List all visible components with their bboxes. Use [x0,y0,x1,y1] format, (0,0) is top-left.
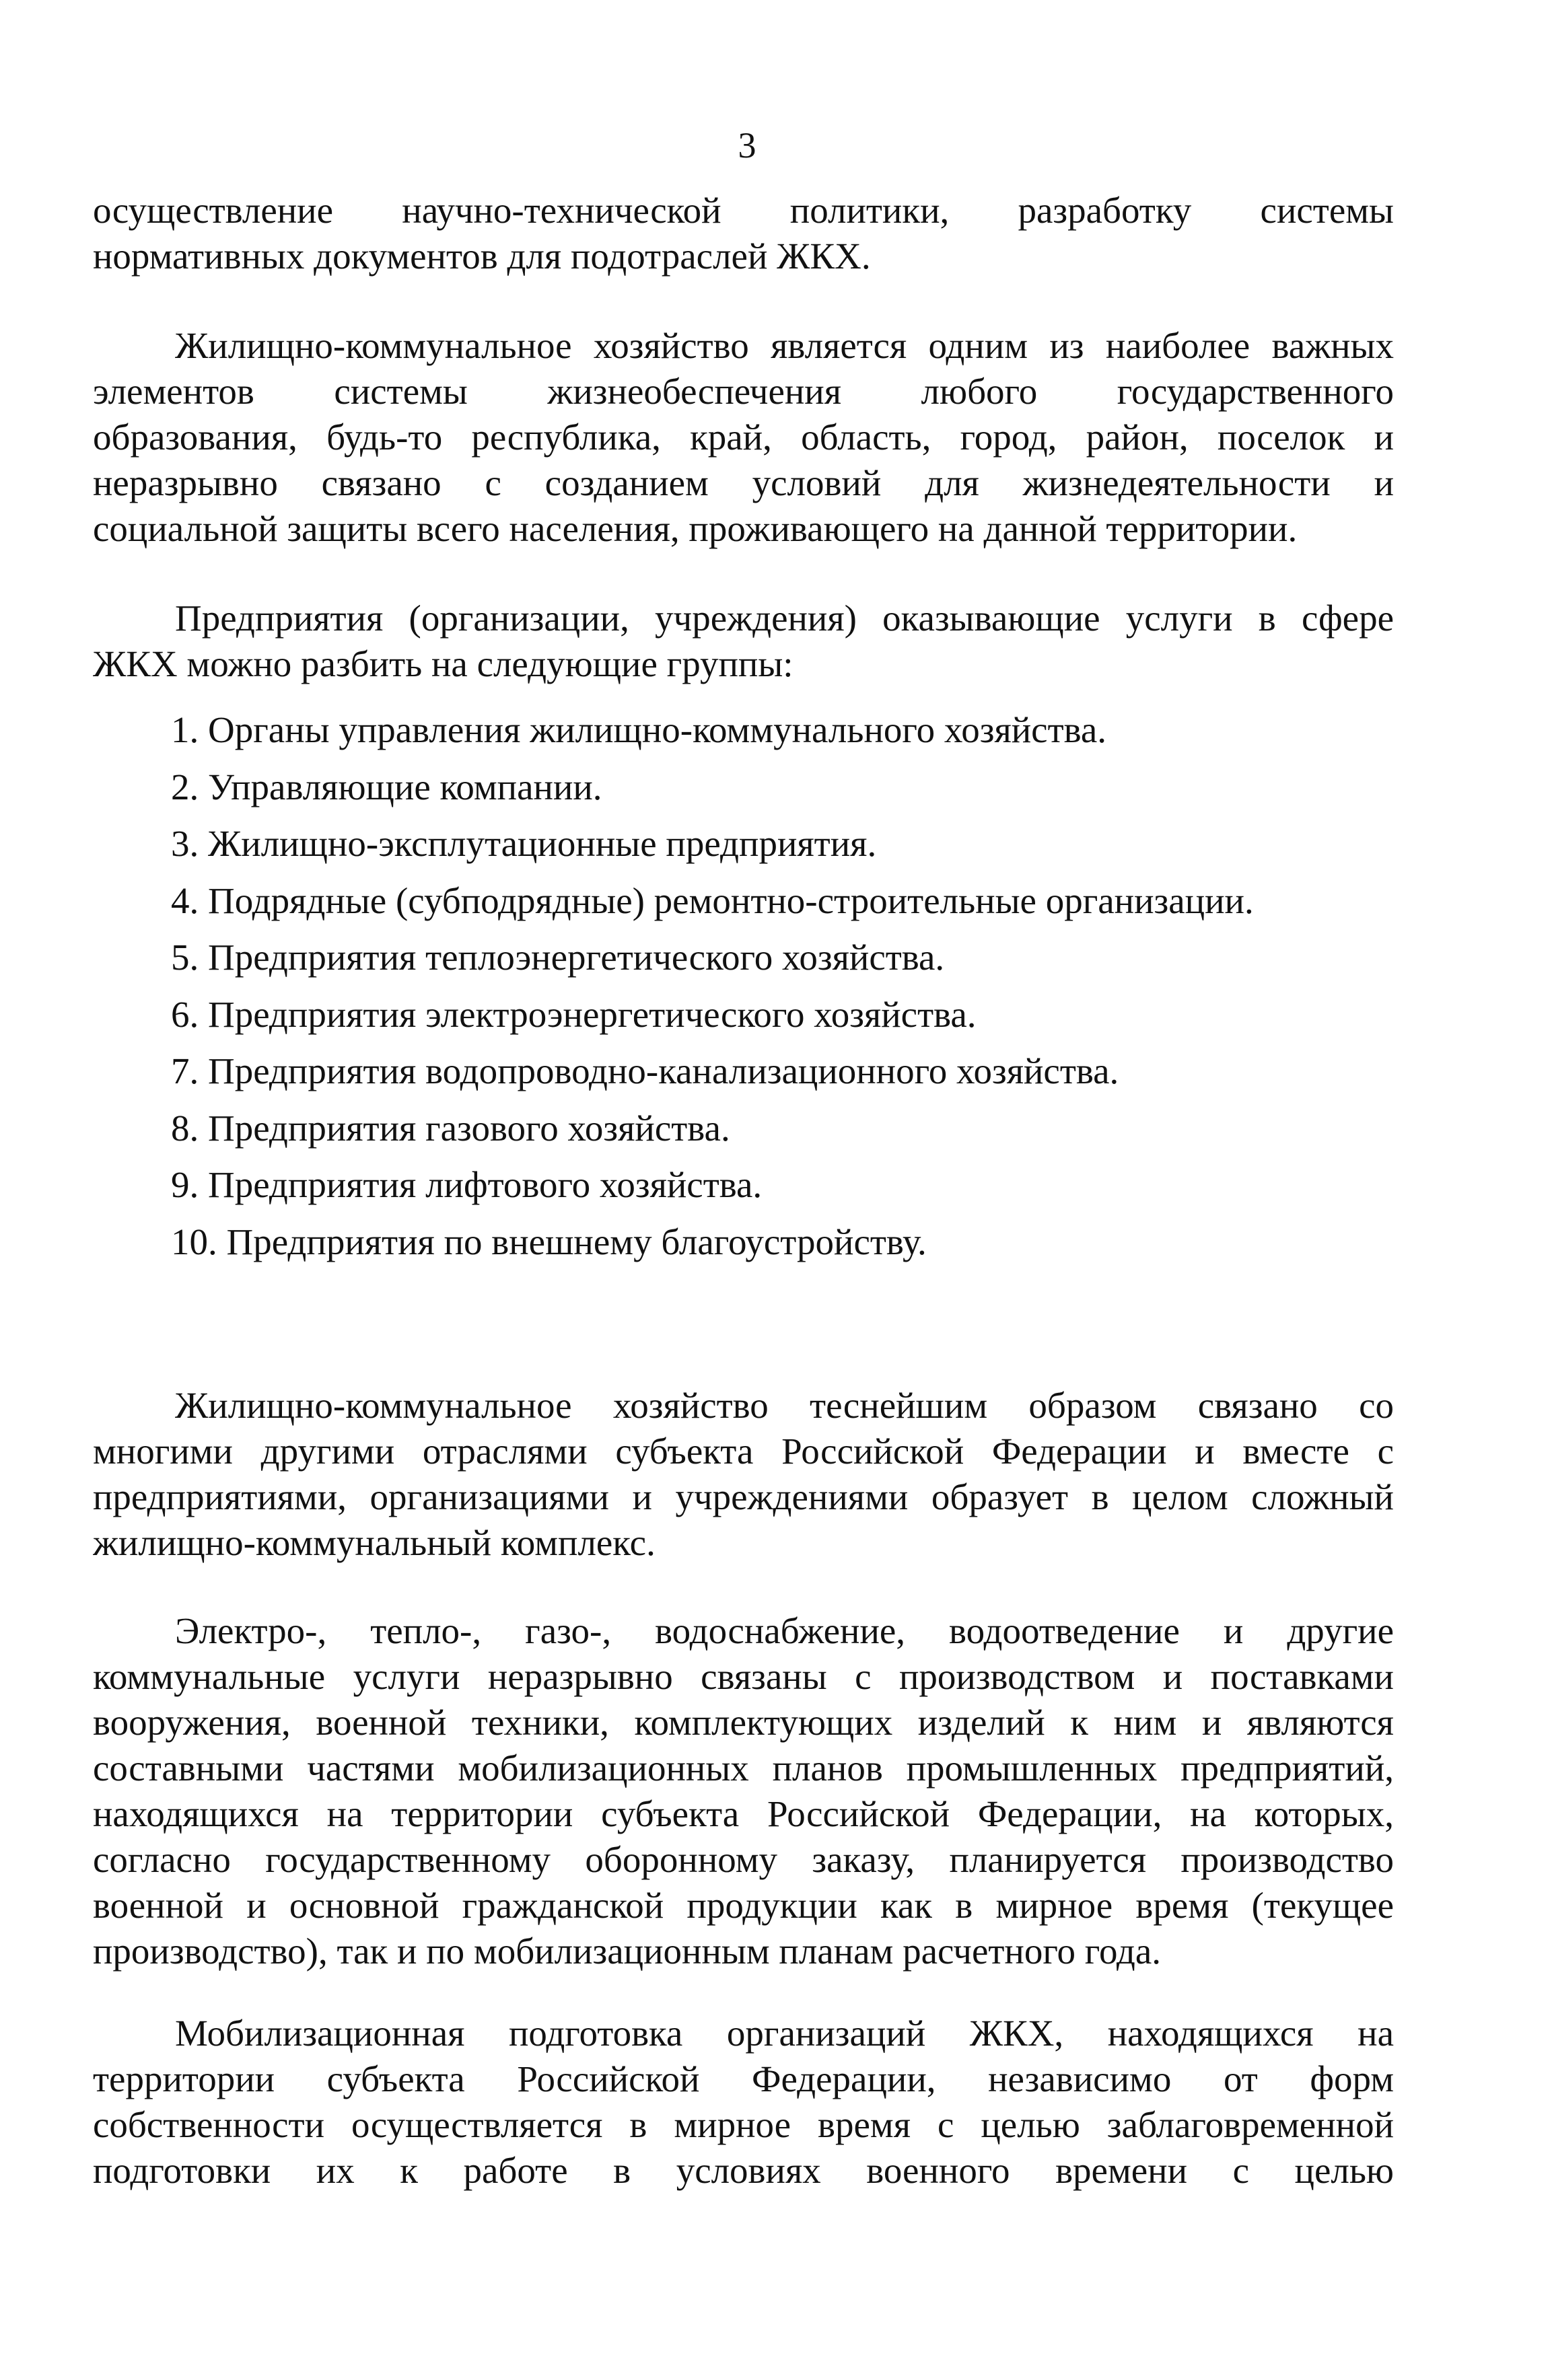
paragraph-line: социальной защиты всего населения, проживающего на данной территории. [93,508,1298,549]
paragraph-line: Жилищно-коммунальное хозяйство теснейшим образом связано со [175,1385,1394,1426]
paragraph-line: Предприятия (организации, учреждения) оказывающие услуги в сфере [175,598,1394,639]
paragraph-line: производство), так и по мобилизационным планам расчетного года. [93,1931,1162,1972]
paragraph-enterprise-groups [93,596,1394,687]
list-item: 8. Предприятия газового хозяйства. [171,1107,730,1149]
paragraph-line: неразрывно связано с созданием условий для жизнедеятельности и [93,462,1394,503]
page-number: 3 [738,125,756,166]
paragraph-line: составными частями мобилизационных планов промышленных предприятий, [93,1747,1394,1789]
paragraph-complex [93,1383,1394,1566]
paragraph-mobilization-training [93,2011,1394,2194]
paragraph-line: территории субъекта Российской Федерации, независимо от форм [93,2058,1394,2099]
list-item: 1. Органы управления жилищно-коммунального хозяйства. [171,709,1107,750]
paragraph-line: собственности осуществляется в мирное время с целью заблаговременной [93,2104,1394,2145]
list-item: 4. Подрядные (субподрядные) ремонтно-строительные организации. [171,879,1254,921]
paragraph-line: жилищно-коммунальный комплекс. [93,1522,656,1563]
paragraph-continuation [93,188,1394,279]
paragraph-line: образования, будь-то республика, край, область, город, район, поселок и [93,417,1394,458]
paragraph-line: находящихся на территории субъекта Российской Федерации, на которых, [93,1793,1394,1834]
groups-list [171,702,1382,1270]
paragraph-line: осуществление научно-технической политики, разработку системы [93,190,1394,231]
list-item: 2. Управляющие компании. [171,766,602,807]
paragraph-line: Жилищно-коммунальное хозяйство является одним из наиболее важных [175,325,1394,366]
paragraph-line: предприятиями, организациями и учреждениями образует в целом сложный [93,1476,1394,1517]
list-item: 7. Предприятия водопроводно-канализационного хозяйства. [171,1050,1119,1091]
paragraph-line: нормативных документов для подотраслей ЖКХ. [93,236,871,277]
list-item: 10. Предприятия по внешнему благоустройству. [171,1221,927,1262]
paragraph-line: подготовки их к работе в условиях военного времени с целью [93,2150,1394,2191]
paragraph-mobilization-plans [93,1608,1394,1974]
paragraph-housing-utilities [93,323,1394,552]
list-item: 5. Предприятия теплоэнергетического хозяйства. [171,937,945,978]
paragraph-line: Электро-, тепло-, газо-, водоснабжение, водоотведение и другие [175,1610,1394,1651]
paragraph-line: многими другими отраслями субъекта Российской Федерации и вместе с [93,1431,1394,1472]
paragraph-line: ЖКХ можно разбить на следующие группы: [93,643,793,684]
paragraph-line: вооружения, военной техники, комплектующих изделий к ним и являются [93,1702,1394,1743]
paragraph-line: согласно государственному оборонному заказу, планируется производство [93,1839,1394,1880]
paragraph-line: элементов системы жизнеобеспечения любого государственного [93,371,1394,412]
paragraph-line: военной и основной гражданской продукции как в мирное время (текущее [93,1885,1394,1926]
list-item: 6. Предприятия электроэнергетического хозяйства. [171,993,977,1035]
paragraph-line: коммунальные услуги неразрывно связаны с производством и поставками [93,1656,1394,1697]
list-item: 3. Жилищно-эксплутационные предприятия. [171,823,877,864]
list-item: 9. Предприятия лифтового хозяйства. [171,1164,763,1205]
paragraph-line: Мобилизационная подготовка организаций ЖКХ, находящихся на [175,2013,1394,2054]
